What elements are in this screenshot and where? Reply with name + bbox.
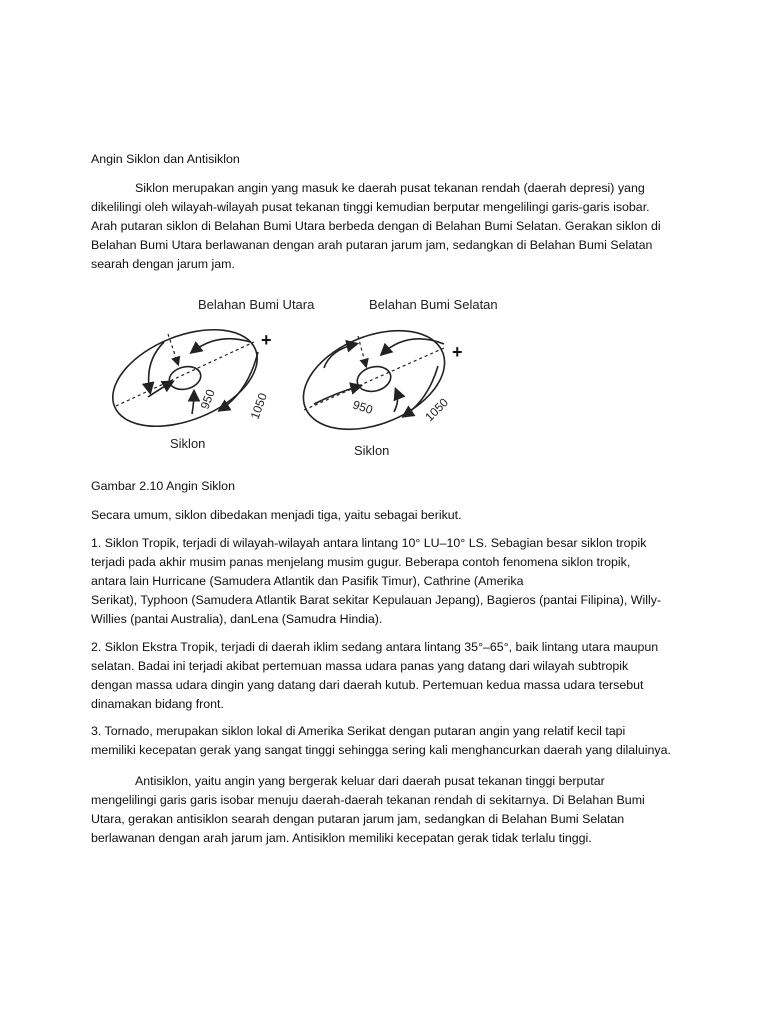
paragraph-siklon-definition [91, 179, 681, 274]
wind-arrow-dashed [358, 336, 366, 366]
paragraph-tropical-cyclone [91, 534, 681, 629]
paragraph-line: dinamakan bidang front. [91, 697, 224, 711]
paragraph-line: Secara umum, siklon dibedakan menjadi tiga, yaitu sebagai berikut. [91, 508, 462, 522]
isobar-label-1050: 1050 [422, 395, 452, 425]
title-southern-hemisphere: Belahan Bumi Selatan [369, 297, 498, 312]
isobar-label-950: 950 [197, 387, 218, 412]
paragraph-anticyclone [91, 772, 681, 848]
paragraph-line: terjadi pada akhir musim panas menjelang musim gugur. Beberapa contoh fenomena siklon tropik, [91, 555, 631, 569]
paragraph-classification-intro [91, 506, 681, 525]
isobar-outer-ellipse [108, 311, 271, 446]
paragraph-line: Antisiklon, yaitu angin yang bergerak keluar dari daerah pusat tekanan tinggi berputar [135, 774, 605, 788]
wind-arrow [382, 339, 444, 354]
high-pressure-marker: + [452, 342, 463, 362]
caption-siklon-south: Siklon [354, 443, 390, 458]
paragraph-line: dengan massa udara dingin yang datang dari daerah kutub. Pertemuan kedua massa udara tersebut [91, 678, 644, 692]
title-northern-hemisphere: Belahan Bumi Utara [198, 297, 315, 312]
paragraph-line: 1. Siklon Tropik, terjadi di wilayah-wilayah antara lintang 10° LU–10° LS. Sebagian besar siklon tropik [91, 536, 647, 550]
cyclone-diagram [108, 292, 528, 464]
paragraph-line: selatan. Badai ini terjadi akibat pertemuan massa udara panas yang datang dari wilayah subtropik [91, 659, 629, 673]
wind-arrow [192, 339, 250, 352]
caption-siklon-north: Siklon [170, 436, 206, 451]
paragraph-tornado [91, 722, 681, 760]
paragraph-line: 3. Tornado, merupakan siklon lokal di Amerika Serikat dengan putaran angin yang relatif kecil tapi [91, 724, 626, 738]
paragraph-line: Arah putaran siklon di Belahan Bumi Utara berbeda dengan di Belahan Bumi Selatan. Gerakan siklon di [91, 219, 661, 233]
paragraph-line: searah dengan jarum jam. [91, 257, 235, 271]
wind-arrow [394, 390, 398, 412]
section-heading [91, 150, 681, 169]
heading-text: Angin Siklon dan Antisiklon [91, 152, 240, 166]
paragraph-line: mengelilingi garis garis isobar menuju daerah-daerah tekanan rendah di sekitarnya. Di Belahan Bumi [91, 793, 645, 807]
paragraph-line: berlawanan dengan arah jarum jam. Antisiklon memiliki kecepatan gerak tidak terlalu tinggi. [91, 831, 592, 845]
paragraph-line: antara lain Hurricane (Samudera Atlantik dan Pasifik Timur), Cathrine (Amerika [91, 574, 524, 588]
paragraph-line: 2. Siklon Ekstra Tropik, terjadi di daerah iklim sedang antara lintang 35°–65°, baik lintang utara maupun [91, 640, 659, 654]
axis-dashed-line [116, 342, 254, 406]
figure-caption-text: Gambar 2.10 Angin Siklon [91, 479, 235, 493]
figure-caption [91, 477, 681, 496]
paragraph-extratropical-cyclone [91, 638, 681, 714]
wind-arrow [192, 392, 194, 414]
cyclone-north [108, 311, 272, 451]
cyclone-south [289, 311, 463, 458]
high-pressure-marker: + [261, 330, 272, 350]
low-pressure-center [354, 363, 393, 395]
paragraph-line: Siklon merupakan angin yang masuk ke daerah pusat tekanan rendah (daerah depresi) yang [135, 181, 645, 195]
paragraph-line: memiliki kecepatan gerak yang sangat tinggi sehingga sering kali menghancurkan daerah yang dilaluinya. [91, 743, 671, 757]
paragraph-line: dikelilingi oleh wilayah-wilayah pusat tekanan tinggi kemudian berputar mengelilingi garis-garis isobar. [91, 200, 650, 214]
isobar-label-1050: 1050 [247, 391, 270, 422]
isobar-label-950: 950 [351, 397, 375, 418]
paragraph-line: Utara, gerakan antisiklon searah dengan putaran jarum jam, sedangkan di Belahan Bumi Selatan [91, 812, 625, 826]
paragraph-line: Belahan Bumi Utara berlawanan dengan arah putaran jarum jam, sedangkan di Belahan Bumi Selatan [91, 238, 653, 252]
paragraph-line: Willies (pantai Australia), danLena (Samudra Hindia). [91, 612, 383, 626]
wind-arrow [148, 382, 172, 397]
paragraph-line: Serikat), Typhoon (Samudera Atlantik Barat sekitar Kepulauan Jepang), Bagieros (pantai Filipina), Willy- [91, 593, 662, 607]
